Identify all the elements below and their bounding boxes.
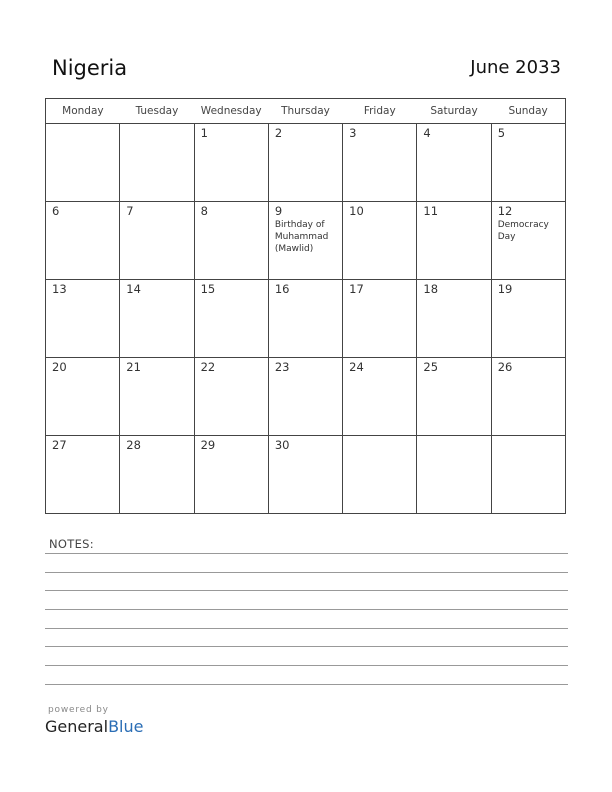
day-number: 12 — [497, 204, 513, 218]
day-cell — [194, 280, 268, 358]
note-line — [45, 590, 568, 591]
notes-label: NOTES: — [49, 537, 94, 551]
day-cell — [491, 358, 565, 436]
day-number: 7 — [126, 204, 134, 218]
calendar-grid — [45, 98, 566, 514]
brand-part-general: General — [45, 717, 109, 736]
brand-part-blue: Blue — [108, 717, 144, 736]
calendar-week-row — [46, 202, 566, 280]
empty-day-cell — [120, 124, 194, 202]
day-cell — [194, 124, 268, 202]
day-cell — [491, 280, 565, 358]
day-number: 4 — [423, 126, 431, 140]
weekday-header: Sunday — [491, 99, 565, 124]
calendar-weeks — [46, 124, 566, 514]
day-number: 28 — [126, 438, 141, 452]
day-cell — [268, 436, 342, 514]
day-number: 18 — [423, 282, 439, 296]
day-cell — [194, 202, 268, 280]
day-number: 30 — [274, 438, 290, 452]
powered-by-text: powered by — [48, 705, 109, 715]
day-cell — [343, 124, 417, 202]
note-line — [45, 665, 568, 666]
note-line — [45, 609, 568, 610]
holiday-label: Democracy Day — [497, 220, 549, 242]
day-number: 15 — [200, 282, 216, 296]
day-number: 17 — [349, 282, 364, 296]
day-number: 10 — [349, 204, 364, 218]
day-cell — [268, 280, 342, 358]
day-number: 16 — [274, 282, 290, 296]
day-number: 26 — [497, 360, 513, 374]
holiday-label: Birthday of Muhammad (Mawlid) — [274, 220, 329, 254]
day-cell — [120, 436, 194, 514]
day-number: 27 — [52, 438, 67, 452]
day-number: 19 — [497, 282, 513, 296]
day-number: 13 — [52, 282, 67, 296]
calendar-country-title: Nigeria — [52, 56, 128, 80]
note-line — [45, 684, 568, 685]
day-number: 9 — [274, 204, 283, 218]
day-number: 2 — [274, 126, 283, 140]
day-cell — [46, 436, 120, 514]
day-number: 20 — [52, 360, 67, 374]
note-line — [45, 572, 568, 573]
day-number: 21 — [126, 360, 141, 374]
weekday-header: Saturday — [417, 99, 491, 124]
empty-day-cell — [491, 436, 565, 514]
day-cell — [46, 358, 120, 436]
calendar-week-row — [46, 436, 566, 514]
empty-day-cell — [343, 436, 417, 514]
day-number: 11 — [423, 204, 439, 218]
day-cell — [46, 202, 120, 280]
generalblue-logo[interactable] — [45, 717, 143, 736]
note-line — [45, 553, 568, 554]
weekday-header-row — [46, 99, 566, 124]
day-number: 1 — [200, 126, 208, 140]
day-number: 22 — [200, 360, 216, 374]
day-cell — [120, 202, 194, 280]
day-cell — [343, 202, 417, 280]
note-line — [45, 628, 568, 629]
day-number: 23 — [274, 360, 290, 374]
day-number: 14 — [126, 282, 141, 296]
weekday-header: Tuesday — [120, 99, 194, 124]
day-number: 8 — [200, 204, 208, 218]
day-number: 25 — [423, 360, 439, 374]
day-number: 5 — [497, 126, 506, 140]
empty-day-cell — [46, 124, 120, 202]
day-cell — [417, 358, 491, 436]
weekday-header: Monday — [46, 99, 120, 124]
empty-day-cell — [417, 436, 491, 514]
day-number: 3 — [349, 126, 357, 140]
day-cell — [120, 358, 194, 436]
calendar-week-row — [46, 280, 566, 358]
weekday-header: Friday — [343, 99, 417, 124]
day-cell — [268, 358, 342, 436]
day-cell — [194, 436, 268, 514]
day-cell — [343, 358, 417, 436]
day-cell — [268, 124, 342, 202]
day-cell — [343, 280, 417, 358]
calendar-month-year: June 2033 — [470, 57, 561, 78]
day-cell — [417, 124, 491, 202]
weekday-header: Wednesday — [194, 99, 268, 124]
day-cell — [268, 202, 342, 280]
day-cell — [417, 202, 491, 280]
weekday-header: Thursday — [268, 99, 342, 124]
day-number: 29 — [200, 438, 216, 452]
calendar-week-row — [46, 358, 566, 436]
day-cell — [46, 280, 120, 358]
note-line — [45, 646, 568, 647]
day-cell — [417, 280, 491, 358]
day-cell — [194, 358, 268, 436]
day-cell — [120, 280, 194, 358]
day-number: 6 — [52, 204, 60, 218]
calendar-week-row — [46, 124, 566, 202]
day-number: 24 — [349, 360, 364, 374]
day-cell — [491, 202, 565, 280]
day-cell — [491, 124, 565, 202]
